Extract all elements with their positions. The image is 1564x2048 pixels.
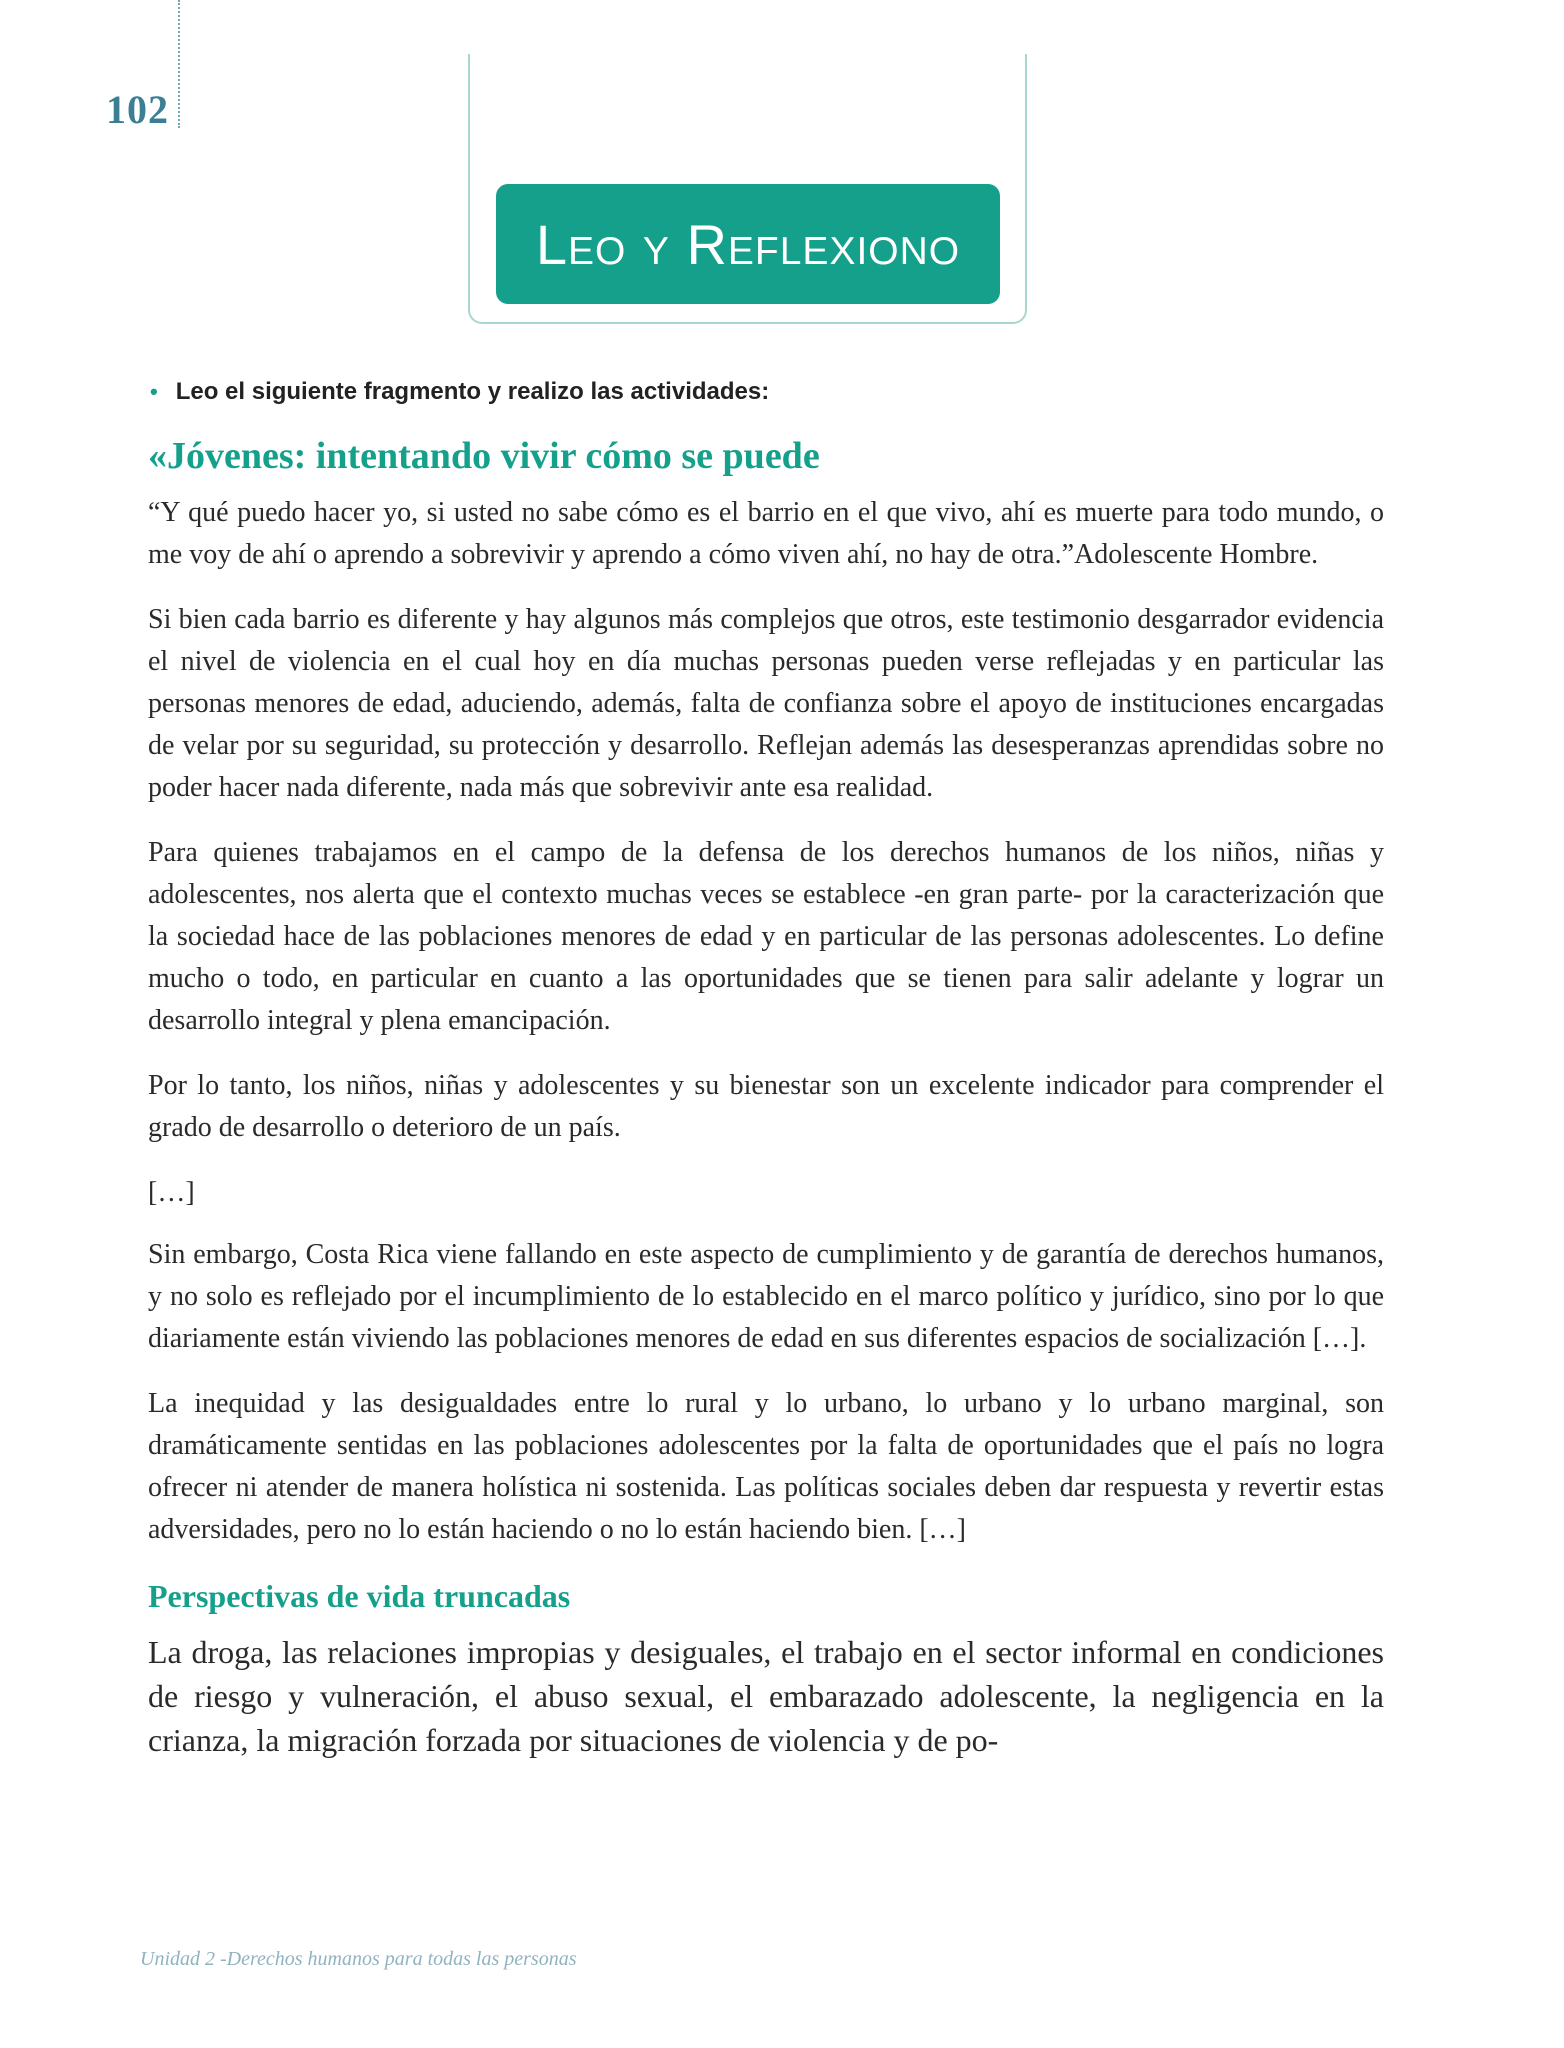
body-paragraph: La inequidad y las desigualdades entre lo rural y lo urbano, lo urbano y lo urbano marginal, son dramáticamente sentidas en las poblaciones adolescentes por la falta de oportunidades que el país no logra ofrecer ni atender de manera holística ni sostenida. Las políticas sociales deben dar respuesta y revertir estas adversidades, pero no lo están haciendo o no lo están haciendo bien. […]	[148, 1388, 1384, 1545]
quote-paragraph: “Y qué puedo hacer yo, si usted no sabe cómo es el barrio en el que vivo, ahí es muerte para todo mundo, o me voy de ahí o aprendo a sobrevivir y aprendo a cómo viven ahí, no hay de otra.”Adolescente Hombre.	[148, 497, 1384, 570]
omission-marker: […]	[148, 1177, 195, 1208]
section-banner: Leo y Reflexiono	[496, 184, 1000, 304]
body-paragraph: Para quienes trabajamos en el campo de la defensa de los derechos humanos de los niños, niñas y adolescentes, nos alerta que el contexto muchas veces se establece -en gran parte- por la caracterización que la sociedad hace de las poblaciones menores de edad y en particular de las personas adolescentes. Lo define mucho o todo, en particular en cuanto a las oportunidades que se tienen para salir adelante y lograr un desarrollo integral y plena emancipación.	[148, 837, 1384, 1036]
instruction	[150, 378, 1390, 406]
instruction-text: Leo el siguiente fragmento y realizo las actividades:	[175, 378, 770, 405]
page-number: 102	[106, 87, 169, 132]
subheading: Perspectivas de vida truncadas	[148, 1578, 571, 1614]
body-paragraph: Sin embargo, Costa Rica viene fallando en este aspecto de cumplimiento y de garantía de derechos humanos, y no solo es reflejado por el incumplimiento de lo establecido en el marco político y jurídico, sino por lo que diariamente están viviendo las poblaciones menores de edad en sus diferentes espacios de socialización […].	[148, 1239, 1384, 1354]
body-paragraph: Por lo tanto, los niños, niñas y adolescentes y su bienestar son un excelente indicador para comprender el grado de desarrollo o deterioro de un país.	[148, 1070, 1384, 1143]
margin-dotted-rule	[178, 0, 180, 128]
bullet-icon: •	[150, 379, 158, 404]
body-paragraph: Si bien cada barrio es diferente y hay algunos más complejos que otros, este testimonio desgarrador evidencia el nivel de violencia en el cual hoy en día muchas personas pueden verse reflejadas y en particular las personas menores de edad, aduciendo, además, falta de confianza sobre el apoyo de instituciones encargadas de velar por su seguridad, su protección y desarrollo. Reflejan además las desesperanzas aprendidas sobre no poder hacer nada diferente, nada más que sobrevivir ante esa realidad.	[148, 604, 1384, 803]
article-title: «Jóvenes: intentando vivir cómo se puede	[148, 435, 820, 477]
page-footer: Unidad 2 -Derechos humanos para todas las personas	[140, 1948, 577, 1970]
article	[148, 428, 1384, 1785]
final-paragraph: La droga, las relaciones impropias y desiguales, el trabajo en el sector informal en condiciones de riesgo y vulneración, el abuso sexual, el embarazado adolescente, la negligencia en la crianza, la migración forzada por situaciones de violencia y de po-	[148, 1634, 1384, 1758]
